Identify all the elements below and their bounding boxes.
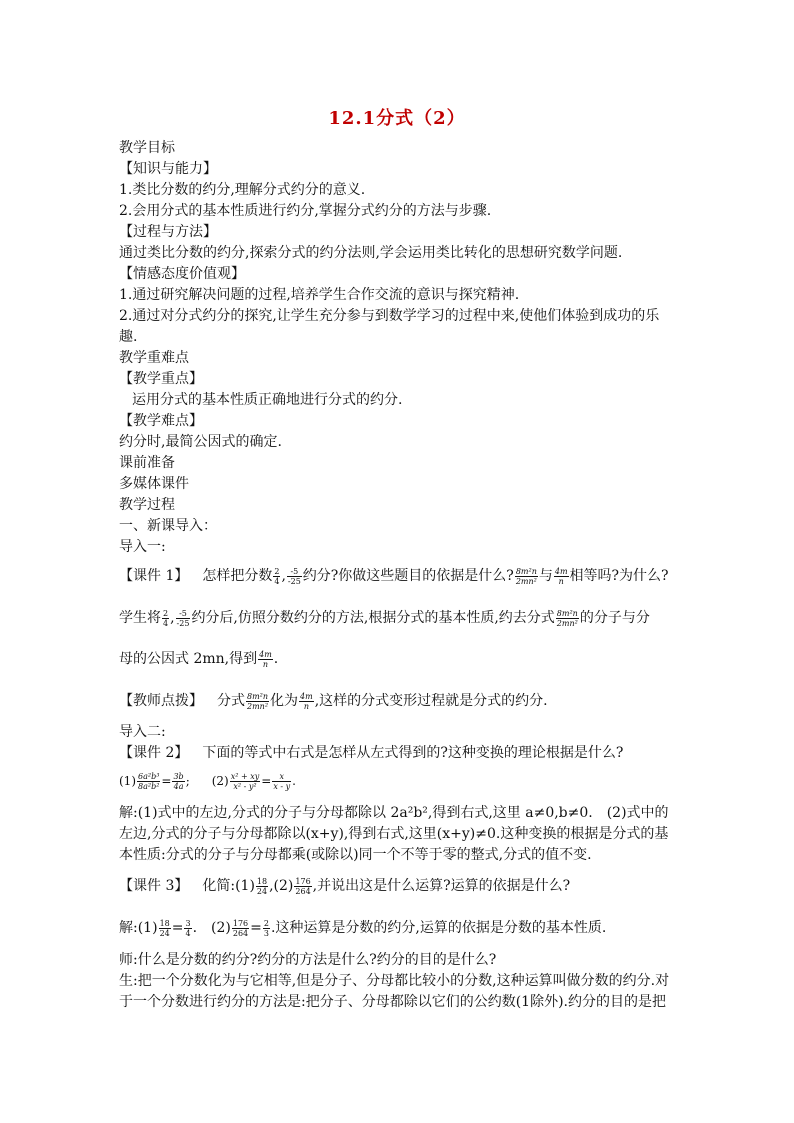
text: 学生将 — [119, 610, 161, 626]
courseware-label: 【课件 2】 — [119, 745, 189, 761]
heading-emotion: 【情感态度价值观】 — [119, 266, 245, 282]
page-title: 12.1分式（2） — [328, 108, 466, 129]
heading-intro-two: 导入二: — [119, 724, 166, 740]
denominator: 4a — [173, 782, 184, 791]
paragraph: 运用分式的基本性质正确地进行分式的约分. — [132, 392, 403, 408]
courseware-label: 【课件 1】 — [119, 568, 189, 584]
numerator: 18 — [159, 918, 170, 928]
text: 约分后,仿照分数约分的方法,根据分式的基本性质,约去分式 — [191, 610, 555, 626]
paragraph: 通过类比分数的约分,探索分式的约分法则,学会运用类比转化的思想研究数学问题. — [119, 245, 623, 261]
goal-item: 1.通过研究解决问题的过程,培养学生合作交流的意识与探究精神. — [119, 287, 520, 303]
text: ,(2) — [269, 878, 294, 894]
fraction — [299, 692, 314, 711]
denominator: 8a²b² — [138, 782, 160, 791]
numerator: 176 — [295, 876, 311, 886]
fraction — [159, 919, 171, 938]
solution-line: 本性质:分式的分子与分母都乘(或除以)同一个不等于零的整式,分式的值不变. — [119, 847, 592, 863]
heading-preparation: 课前准备 — [119, 455, 175, 471]
goal-item: 2.会用分式的基本性质进行约分,掌握分式约分的方法与步骤. — [119, 203, 492, 219]
text: , — [170, 610, 175, 626]
heading-focus: 【教学重点】 — [119, 371, 203, 387]
solution-3-line — [119, 918, 606, 938]
denominator: 264 — [295, 886, 311, 896]
heading-knowledge: 【知识与能力】 — [119, 161, 217, 177]
heading-key-points: 教学重难点 — [119, 350, 189, 366]
numerator: 8m²n — [556, 608, 578, 618]
text: 约分?你做这些题目的依据是什么? — [302, 568, 514, 584]
tip-label: 【教师点拨】 — [119, 693, 203, 709]
numerator: 2 — [163, 608, 169, 618]
numerator: x — [272, 772, 291, 782]
text: 怎样把分数 — [202, 568, 273, 584]
heading-process: 【过程与方法】 — [119, 224, 217, 240]
numerator: 6a²b³ — [138, 772, 160, 781]
denominator: -25 — [287, 576, 301, 586]
numerator: -5 — [176, 609, 191, 619]
text: = — [261, 774, 272, 788]
fraction — [172, 772, 184, 791]
fraction — [184, 919, 191, 938]
fraction — [294, 877, 311, 896]
text: 母的公因式 2mn,得到 — [119, 651, 258, 667]
numerator: 3b — [173, 772, 184, 781]
numerator: x² + xy — [230, 772, 260, 781]
denominator: -25 — [176, 618, 190, 628]
courseware-label: 【课件 3】 — [119, 878, 189, 894]
text: 下面的等式中右式是怎样从左式得到的?这种变换的理论根据是什么? — [202, 745, 624, 761]
fraction — [556, 609, 579, 628]
fraction — [230, 772, 261, 791]
denominator: 24 — [159, 928, 170, 938]
solution-line: 解:(1)式中的左边,分式的分子与分母都除以 2a²b²,得到右式,这里 a≠0,b≠0. (2)式中的 — [119, 805, 669, 821]
denominator: 2mn² — [247, 701, 269, 711]
student-answer-line — [119, 649, 278, 669]
text: ,这样的分式变形过程就是分式的约分. — [314, 693, 548, 709]
denominator: n — [262, 659, 269, 669]
text: 相等吗?为什么? — [569, 568, 669, 584]
fraction — [246, 692, 269, 711]
text: . (2) — [192, 920, 231, 936]
denominator: x - y — [273, 782, 291, 791]
numerator: 2 — [274, 566, 280, 576]
fraction — [554, 567, 569, 586]
dialogue-line: 于一个分数进行约分的方法是:把分子、分母都除以它们的公约数(1除外).约分的目的是把 — [119, 994, 666, 1010]
paragraph-continuation: 趣. — [119, 329, 138, 345]
numerator: 4m — [300, 691, 313, 701]
courseware-2-equations — [119, 771, 296, 791]
text: = — [171, 920, 184, 936]
denominator: x² - y² — [233, 782, 257, 791]
denominator: 2mn² — [515, 576, 537, 586]
denominator: 4 — [163, 618, 169, 628]
text: 化为 — [270, 693, 299, 709]
numerator: 8m²n — [515, 566, 537, 576]
denominator: n — [558, 576, 564, 586]
fraction — [287, 567, 302, 586]
text: ,并说出这是什么运算?运算的依据是什么? — [312, 878, 571, 894]
numerator: 4m — [554, 566, 568, 576]
heading-difficulty: 【教学难点】 — [119, 413, 203, 429]
text: = — [161, 774, 172, 788]
paragraph: 多媒体课件 — [119, 476, 189, 492]
courseware-2-line — [119, 743, 623, 763]
paragraph: 约分时,最简公因式的确定. — [119, 434, 282, 450]
numerator: -5 — [287, 567, 302, 577]
fraction — [162, 609, 169, 628]
fraction — [137, 772, 160, 791]
numerator: 3 — [185, 918, 191, 928]
fraction — [232, 919, 249, 938]
heading-process-teaching: 教学过程 — [119, 497, 175, 513]
text: ; — [185, 774, 190, 788]
numerator: 2 — [263, 918, 269, 928]
fraction — [263, 919, 270, 938]
denominator: 264 — [232, 928, 249, 938]
heading-intro-one: 导入一: — [119, 539, 166, 555]
fraction — [256, 877, 268, 896]
text: . — [273, 651, 279, 667]
fraction — [272, 772, 291, 791]
numerator: 176 — [232, 918, 249, 928]
text: . — [292, 774, 296, 788]
numerator: 4m — [259, 649, 272, 659]
text: .这种运算是分数的约分,运算的依据是分数的基本性质. — [270, 920, 607, 936]
teacher-tip-line — [119, 691, 548, 711]
text: , — [281, 568, 286, 584]
denominator: 2mn² — [556, 618, 578, 628]
denominator: 24 — [256, 886, 268, 896]
dialogue-line: 生:把一个分数化为与它相等,但是分子、分母都比较小的分数,这种运算叫做分数的约分.对 — [119, 973, 670, 989]
numerator: 18 — [256, 876, 268, 886]
denominator: 4 — [185, 928, 191, 938]
dialogue-line: 师:什么是分数的约分?约分的方法是什么?约分的目的是什么? — [119, 952, 497, 968]
denominator: n — [303, 701, 309, 711]
numerator: 8m²n — [247, 691, 269, 701]
heading-new-lesson: 一、新课导入： — [119, 518, 217, 534]
student-answer-line — [119, 608, 650, 628]
denominator: 4 — [274, 576, 280, 586]
solution-line: 左边,分式的分子与分母都除以(x+y),得到右式,这里(x+y)≠0.这种变换的根据是分式的基 — [119, 826, 669, 842]
text: (2) — [211, 774, 229, 788]
heading-teaching-goals: 教学目标 — [119, 140, 175, 156]
fraction — [176, 609, 191, 628]
courseware-3-line — [119, 876, 570, 896]
fraction — [258, 650, 273, 669]
fraction — [515, 567, 538, 586]
text: 化简:(1) — [202, 878, 255, 894]
text: 的分子与分 — [579, 610, 650, 626]
denominator: 3 — [263, 928, 269, 938]
courseware-1-line — [119, 566, 669, 586]
text: (1) — [119, 774, 136, 788]
text: = — [250, 920, 262, 936]
fraction — [273, 567, 280, 586]
goal-item: 1.类比分数的约分,理解分式约分的意义. — [119, 182, 366, 198]
goal-item: 2.通过对分式约分的探究,让学生充分参与到数学学习的过程中来,使他们体验到成功的乐 — [119, 308, 660, 324]
text: 解:(1) — [119, 920, 158, 936]
text: 分式 — [217, 693, 245, 709]
text: 与 — [538, 568, 553, 584]
